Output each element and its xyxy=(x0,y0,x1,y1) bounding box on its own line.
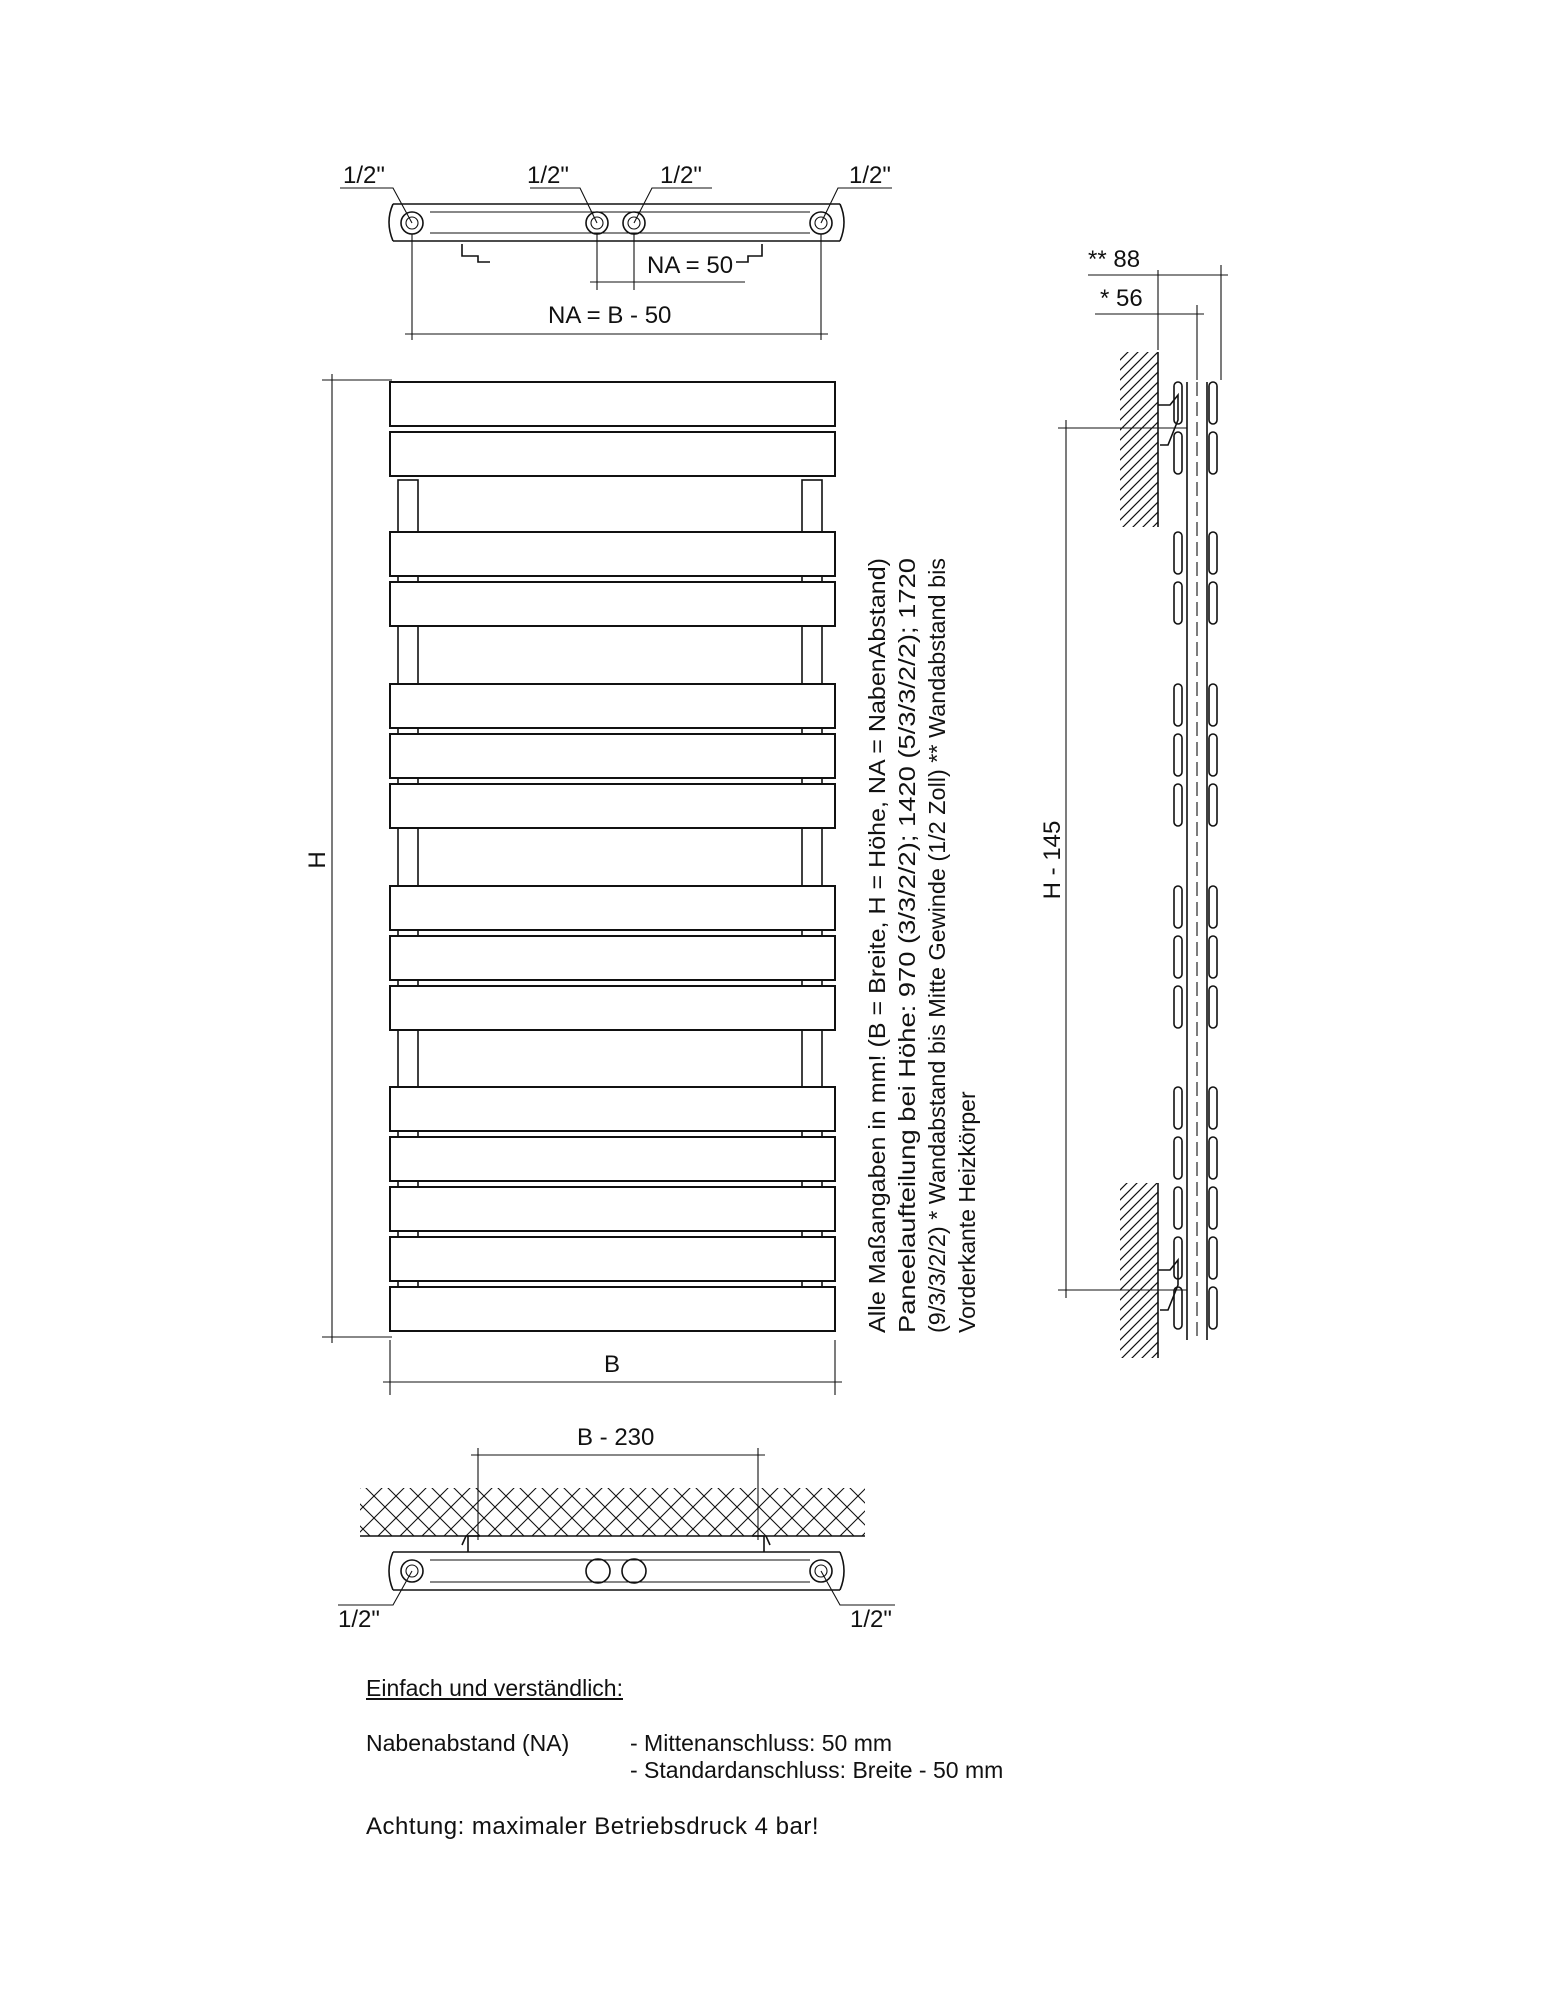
height-dimension-label: H xyxy=(304,851,331,869)
bottom-thread-label-right: 1/2" xyxy=(850,1606,892,1633)
radiator-panel-4 xyxy=(390,582,835,626)
side-fin-7-rear xyxy=(1174,784,1182,826)
dimension-notes xyxy=(864,558,980,1333)
panel-stack xyxy=(390,382,835,1331)
thread-label-2: 1/2" xyxy=(527,162,569,189)
side-fin-8-rear xyxy=(1174,886,1182,928)
top-view xyxy=(340,162,892,340)
bracket-right xyxy=(736,244,762,262)
side-fin-5-rear xyxy=(1174,684,1182,726)
radiator-panel-14 xyxy=(390,1237,835,1281)
radiator-panel-12 xyxy=(390,1137,835,1181)
side-fin-11-rear xyxy=(1174,1087,1182,1129)
front-view xyxy=(304,374,842,1395)
bottom-view xyxy=(338,1424,895,1633)
center-plug-right xyxy=(622,1559,646,1583)
note-line-2: Paneelaufteilung bei Höhe: 970 (3/3/2/2); 1420 (5/3/3/2/2); 1720 xyxy=(894,680,920,1333)
thread-label-4: 1/2" xyxy=(849,162,891,189)
wall-upper xyxy=(1120,352,1158,527)
bracket-distance-label: B - 230 xyxy=(577,1424,655,1451)
bracket-left xyxy=(462,244,490,262)
radiator-panel-9 xyxy=(390,936,835,980)
side-view xyxy=(1039,246,1228,1358)
side-fin-10-rear xyxy=(1174,986,1182,1028)
side-fin-6-rear xyxy=(1174,734,1182,776)
thread-label-3: 1/2" xyxy=(660,162,702,189)
side-fin-10-front xyxy=(1209,986,1217,1028)
standard-connection-text: - Standardanschluss: Breite - 50 mm xyxy=(630,1757,1004,1783)
wall-section xyxy=(360,1488,865,1536)
side-fin-7-front xyxy=(1209,784,1217,826)
radiator-panel-1 xyxy=(390,382,835,426)
radiator-panel-10 xyxy=(390,986,835,1030)
radiator-panel-6 xyxy=(390,734,835,778)
center-connection-text: - Mittenanschluss: 50 mm xyxy=(630,1730,893,1756)
wall-distance-front: ** 88 xyxy=(1088,246,1141,273)
width-dimension-label: B xyxy=(604,1351,621,1378)
side-fin-5-front xyxy=(1209,684,1217,726)
side-fin-11-front xyxy=(1209,1087,1217,1129)
na-center-dimension: NA = 50 xyxy=(647,252,734,279)
side-fin-8-front xyxy=(1209,886,1217,928)
side-fin-2-rear xyxy=(1174,432,1182,474)
na-values xyxy=(630,1730,1003,1784)
radiator-panel-2 xyxy=(390,432,835,476)
bottom-bracket-left xyxy=(462,1536,480,1552)
side-fin-2-front xyxy=(1209,432,1217,474)
center-plug-left xyxy=(586,1559,610,1583)
wall-distance-center: * 56 xyxy=(1100,285,1143,312)
wall-lower xyxy=(1120,1183,1158,1358)
pressure-warning: Achtung: maximaler Betriebsdruck 4 bar! xyxy=(366,1813,820,1840)
side-fin-9-rear xyxy=(1174,936,1182,978)
radiator-panel-13 xyxy=(390,1187,835,1231)
side-fin-6-front xyxy=(1209,734,1217,776)
note-line-1: Alle Maßangaben in mm! (B = Breite, H = Höhe, NA = NabenAbstand) xyxy=(864,621,890,1333)
radiator-panel-5 xyxy=(390,684,835,728)
thread-label-1: 1/2" xyxy=(343,162,385,189)
na-label: Nabenabstand (NA) xyxy=(366,1730,570,1756)
na-standard-dimension: NA = B - 50 xyxy=(548,302,672,329)
side-fin-4-rear xyxy=(1174,582,1182,624)
side-fin-3-front xyxy=(1209,532,1217,574)
radiator-panel-15 xyxy=(390,1287,835,1331)
note-line-4: Vorderkante Heizkörper xyxy=(954,1091,980,1333)
side-fin-4-front xyxy=(1209,582,1217,624)
side-height-dimension: H - 145 xyxy=(1039,820,1066,900)
side-fin-12-front xyxy=(1209,1137,1217,1179)
side-bracket-lower xyxy=(1158,1260,1178,1310)
side-fins xyxy=(1174,382,1217,1329)
side-fin-13-front xyxy=(1209,1187,1217,1229)
radiator-panel-11 xyxy=(390,1087,835,1131)
radiator-panel-8 xyxy=(390,886,835,930)
side-fin-14-front xyxy=(1209,1237,1217,1279)
side-fin-15-front xyxy=(1209,1287,1217,1329)
side-fin-9-front xyxy=(1209,936,1217,978)
side-fin-3-rear xyxy=(1174,532,1182,574)
radiator-panel-7 xyxy=(390,784,835,828)
footer-heading: Einfach und verständlich: xyxy=(366,1675,623,1701)
note-line-3: (9/3/3/2/2) * Wandabstand bis Mitte Gewinde (1/2 Zoll) ** Wandabstand bis xyxy=(924,571,950,1333)
side-fin-13-rear xyxy=(1174,1187,1182,1229)
side-fin-12-rear xyxy=(1174,1137,1182,1179)
side-fin-1-front xyxy=(1209,382,1217,424)
side-bracket-upper xyxy=(1158,395,1178,445)
bottom-thread-label-left: 1/2" xyxy=(338,1606,380,1633)
radiator-panel-3 xyxy=(390,532,835,576)
bottom-bracket-right xyxy=(752,1536,770,1552)
